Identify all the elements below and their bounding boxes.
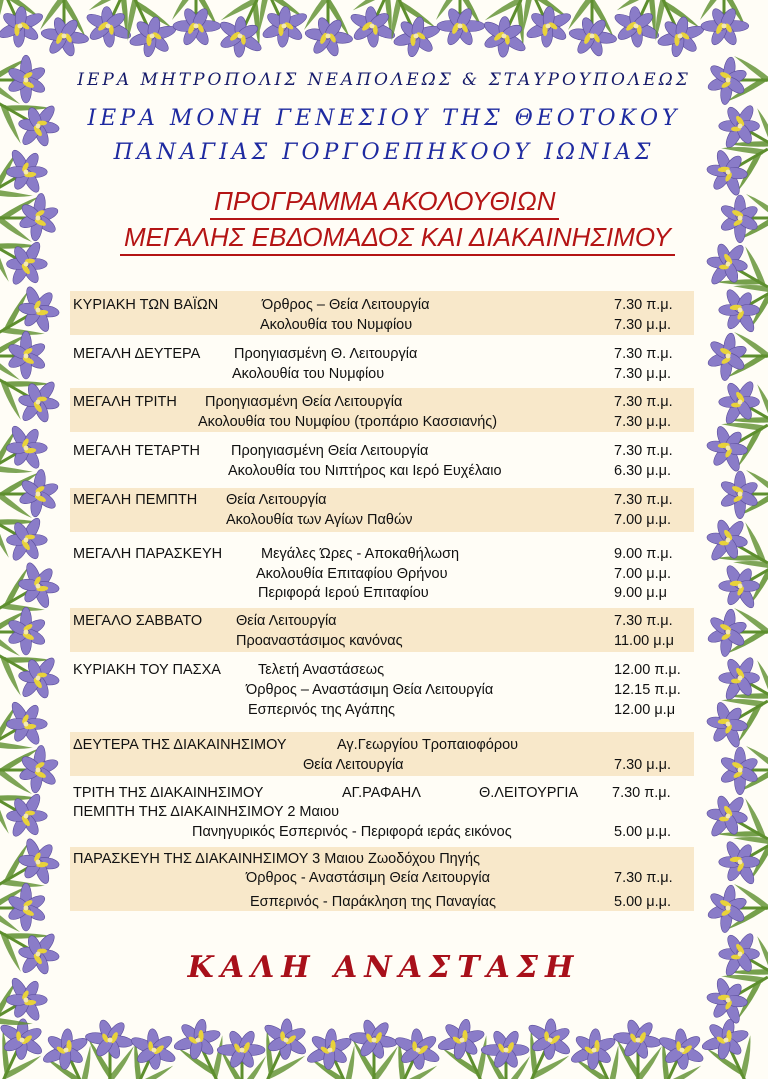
iris-flower — [0, 357, 69, 434]
service-time: 5.00 μ.μ. — [614, 894, 672, 910]
iris-flower — [0, 193, 60, 242]
iris-flower — [217, 1029, 266, 1079]
service-time: 12.15 π.μ. — [614, 682, 681, 698]
day-label: ΜΕΓΑΛΟ ΣΑΒΒΑΤΟ — [73, 613, 203, 629]
iris-flower — [508, 1010, 581, 1079]
service-time: 7.30 μ.μ. — [614, 757, 672, 773]
iris-flower — [719, 746, 768, 795]
service-time: 9.00 μ.μ — [614, 585, 667, 601]
service-time: 9.00 π.μ. — [614, 546, 673, 562]
iris-flower — [706, 884, 768, 933]
service-time: 7.30 μ.μ. — [614, 317, 672, 333]
service-name: Θεία Λειτουργία — [226, 492, 327, 508]
service-time: 7.30 μ.μ. — [614, 414, 672, 430]
iris-flower — [0, 331, 47, 380]
iris-flower — [244, 1010, 317, 1079]
metropolis-heading: ΙΕΡΑ ΜΗΤΡΟΠΟΛΙΣ ΝΕΑΠΟΛΕΩΣ & ΣΤΑΥΡΟΥΠΟΛΕΩΣ — [77, 70, 691, 90]
service-time: 7.30 π.μ. — [614, 613, 673, 629]
service-name: Αγ.Γεωργίου Τροπαιοφόρου — [337, 737, 519, 753]
iris-flower — [568, 0, 617, 58]
day-label: ΚΥΡΙΑΚΗ ΤΟΥ ΠΑΣΧΑ — [73, 662, 221, 678]
day-label: ΜΕΓΑΛΗ ΔΕΥΤΕΡΑ — [73, 346, 201, 362]
service-time: 7.30 π.μ. — [614, 492, 673, 508]
service-time: 5.00 μ.μ. — [614, 824, 672, 840]
monastery-heading-line1: ΙΕΡΑ ΜΟΝΗ ΓΕΝΕΣΙΟΥ ΤΗΣ ΘΕΟΤΟΚΟΥ — [87, 106, 681, 131]
iris-flower — [349, 1018, 398, 1079]
service-name: Ακολουθία του Νυμφίου — [232, 366, 385, 382]
service-time: 7.30 π.μ. — [614, 346, 673, 362]
service-time: 7.30 π.μ. — [614, 870, 673, 886]
service-name: Πανηγυρικός Εσπερινός - Περιφορά ιεράς εικόνος — [192, 824, 512, 840]
day-label: ΠΕΜΠΤΗ ΤΗΣ ΔΙΑΚΑΙΝΗΣΙΜΟΥ 2 Μαιου — [73, 804, 340, 820]
day-label: ΜΕΓΑΛΗ ΠΑΡΑΣΚΕΥΗ — [73, 546, 223, 562]
iris-flower — [706, 608, 768, 657]
service-name: Ακολουθία Επιταφίου Θρήνου — [256, 566, 448, 582]
iris-flower — [436, 0, 485, 47]
service-name: Ακολουθία του Νιπτήρος και Ιερό Ευχέλαιο — [228, 463, 502, 479]
service-name: Ακολουθία των Αγίων Παθών — [226, 512, 413, 528]
monastery-heading-line2: ΠΑΝΑΓΙΑΣ ΓΟΡΓΟΕΠΗΚΟΟΥ ΙΩΝΙΑΣ — [113, 140, 655, 165]
iris-flower — [694, 1010, 767, 1079]
iris-flower — [0, 745, 60, 794]
iris-flower — [0, 607, 47, 656]
service-name: Προαναστάσιμος κανόνας — [236, 633, 403, 649]
service-time: 7.00 μ.μ. — [614, 566, 672, 582]
service-name: Εσπερινός της Αγάπης — [248, 702, 395, 718]
day-label: ΚΥΡΙΑΚΗ ΤΩΝ ΒΑΪΩΝ — [73, 297, 219, 313]
service-name: Προηγιασμένη Θεία Λειτουργία — [205, 394, 403, 410]
service-time: 6.30 μ.μ. — [614, 463, 672, 479]
day-label: ΜΕΓΑΛΗ ΠΕΜΠΤΗ — [73, 492, 198, 508]
service-name: Θεία Λειτουργία — [236, 613, 337, 629]
service-time: 12.00 π.μ. — [614, 662, 681, 678]
service-time: 7.30 π.μ. — [614, 394, 673, 410]
easter-greeting: ΚΑΛΗ ΑΝΑΣΤΑΣΗ — [187, 950, 581, 985]
service-name: Προηγιασμένη Θεία Λειτουργία — [231, 443, 429, 459]
service-name: Όρθρος – Αναστάσιμη Θεία Λειτουργία — [246, 682, 494, 698]
day-label: ΜΕΓΑΛΗ ΤΕΤΑΡΤΗ — [73, 443, 200, 459]
iris-flower — [706, 332, 768, 381]
iris-flower — [0, 883, 47, 932]
service-time: 7.30 π.μ. — [614, 443, 673, 459]
iris-flower — [0, 633, 69, 710]
iris-flower — [700, 0, 749, 47]
iris-flower — [304, 0, 353, 58]
iris-flower — [85, 1018, 134, 1079]
iris-flower — [481, 1029, 530, 1079]
program-title-line2: ΜΕΓΑΛΗΣ ΕΒΔΟΜΑΔΟΣ ΚΑΙ ΔΙΑΚΑΙΝΗΣΙΜΟΥ — [120, 222, 675, 256]
day-label: ΠΑΡΑΣΚΕΥΗ ΤΗΣ ΔΙΑΚΑΙΝΗΣΙΜΟΥ 3 Μαιου Ζωοδόχου Πηγής — [73, 851, 481, 867]
service-name: Προηγιασμένη Θ. Λειτουργία — [234, 346, 418, 362]
iris-flower — [613, 1018, 662, 1079]
iris-flower — [0, 469, 60, 518]
iris-flower — [172, 0, 221, 47]
iris-flower — [0, 0, 51, 55]
iris-flower — [719, 194, 768, 243]
service-name: Τελετή Αναστάσεως — [258, 662, 385, 678]
service-name: Όρθρος – Θεία Λειτουργία — [262, 297, 430, 313]
iris-flower — [719, 470, 768, 519]
service-name: ΑΓ.ΡΑΦΑΗΛ — [342, 785, 421, 801]
service-time: 7.30 π.μ. — [612, 785, 671, 801]
service-time: 7.00 μ.μ. — [614, 512, 672, 528]
service-name: Περιφορά Ιερού Επιταφίου — [258, 585, 429, 601]
service-time: 12.00 μ.μ — [614, 702, 676, 718]
service-name: Όρθρος - Αναστάσιμη Θεία Λειτουργία — [246, 870, 491, 886]
program-title-line1: ΠΡΟΓΡΑΜΜΑ ΑΚΟΛΟΥΘΙΩΝ — [210, 186, 559, 220]
service-name: Εσπερινός - Παράκληση της Παναγίας — [250, 894, 496, 910]
service-time: 11.00 μ.μ — [614, 633, 674, 649]
day-label: ΤΡΙΤΗ ΤΗΣ ΔΙΑΚΑΙΝΗΣΙΜΟΥ — [73, 785, 264, 801]
day-label: ΜΕΓΑΛΗ ΤΡΙΤΗ — [73, 394, 177, 410]
service-name: Θεία Λειτουργία — [303, 757, 404, 773]
iris-flower — [40, 0, 89, 58]
service-name: Ακολουθία του Νυμφίου — [260, 317, 413, 333]
service-extra: Θ.ΛΕΙΤΟΥΡΓΙΑ — [479, 785, 579, 801]
service-name: Μεγάλες Ώρες - Αποκαθήλωση — [261, 546, 460, 562]
service-time: 7.30 π.μ. — [614, 297, 673, 313]
day-label: ΔΕΥΤΕΡΑ ΤΗΣ ΔΙΑΚΑΙΝΗΣΙΜΟΥ — [73, 737, 287, 753]
service-time: 7.30 μ.μ. — [614, 366, 672, 382]
service-name: Ακολουθία του Νυμφίου (τροπάριο Κασσιανής) — [198, 414, 498, 430]
